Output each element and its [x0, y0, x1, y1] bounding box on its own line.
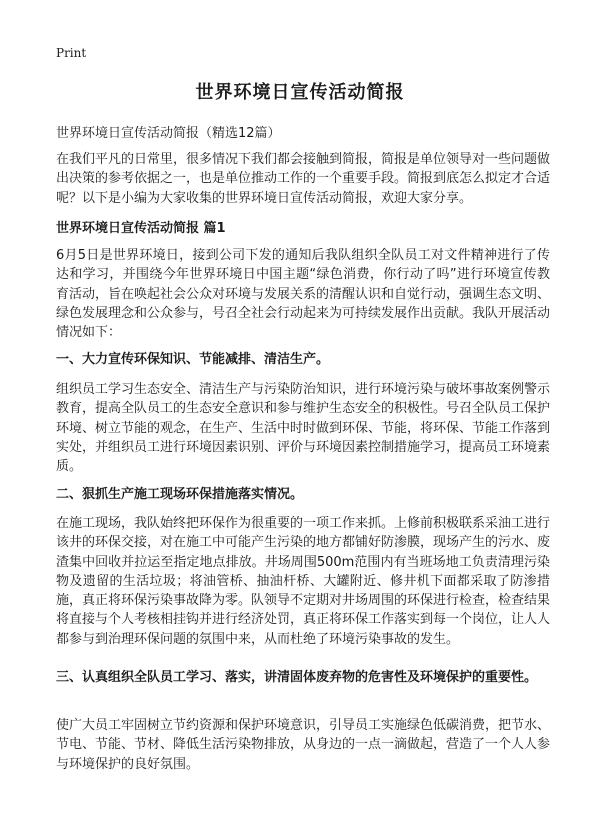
item-1-body: 组织员工学习生态安全、清洁生产与污染防治知识，进行环境污染与破坏事故案例警示教育，提高全队员工的生态安全意识和参与维护生态安全的积极性。号召全队员工保护环境、树立节能的观念，在生产、生活中时时做到环保、节能，将环保、节能工作落到实处，并组织员工进行环境因素识别、评价与环境因素控制措施学习，提高员工环境素质。 — [56, 382, 551, 475]
intro-paragraph: 在我们平凡的日常里，很多情况下我们都会接触到简报，简报是单位领导对一些问题做出决策的参考依据之一，也是单位推动工作的一个重要手段。简报到底怎么拟定才合适呢？以下是小编为大家收集的世界环境日宣传活动简报，欢迎大家分享。 — [56, 152, 551, 206]
item-1-heading: 一、大力宣传环保知识、节能减排、清洁生产。 — [56, 352, 330, 367]
item-3-body: 使广大员工牢固树立节约资源和保护环境意识，引导员工实施绿色低碳消费，把节水、节电、节能、节材、降低生活污染物排放，从身边的一点一滴做起，营造了一个人人参与环境保护的良好氛围。 — [56, 718, 551, 772]
print-label[interactable]: Print — [56, 46, 87, 60]
page-title: 世界环境日宣传活动简报 — [195, 82, 405, 103]
item-3-heading: 三、认真组织全队员工学习、落实，讲清固体废弃物的危害性及环境保护的重要性。 — [56, 670, 538, 685]
item-2-heading: 二、狠抓生产施工现场环保措施落实情况。 — [56, 487, 304, 502]
section-heading: 世界环境日宣传活动简报 篇1 — [56, 221, 226, 236]
subtitle: 世界环境日宣传活动简报（精选12篇） — [56, 126, 281, 141]
item-2-body: 在施工现场，我队始终把环保作为很重要的一项工作来抓。上修前积极联系采油工进行该井的环保交接，对在施工中可能产生污染的地方都铺好防渗膜，现场产生的污水、废渣集中回收并拉运至指定地点排放。井场周围500m范围内有当班场地工负责清理污染物及遗留的生活垃圾；将油管桥、抽油杆桥、大罐附近、修井机下面都采取了防渗措施，真正将环保污染事故降为零。队领导不定期对井场周围的环保进行检查，检查结果将直接与个人考核相挂钩并进行经济处罚，真正将环保工作落实到每一个岗位，让人人都参与到治理环保问题的氛围中来，从而杜绝了环境污染事故的发生。 — [56, 516, 551, 647]
section-intro-paragraph: 6月5日是世界环境日，接到公司下发的通知后我队组织全队员工对文件精神进行了传达和学习，并围绕今年世界环境日中国主题“绿色消费，你行动了吗”进行环境宣传教育活动，旨在唤起社会公众对环境与发展关系的清醒认识和自觉行动，强调生态文明、绿色发展理念和公众参与，号召全社会行动起来为可持续发展作出贡献。我队开展活动情况如下： — [56, 248, 551, 341]
